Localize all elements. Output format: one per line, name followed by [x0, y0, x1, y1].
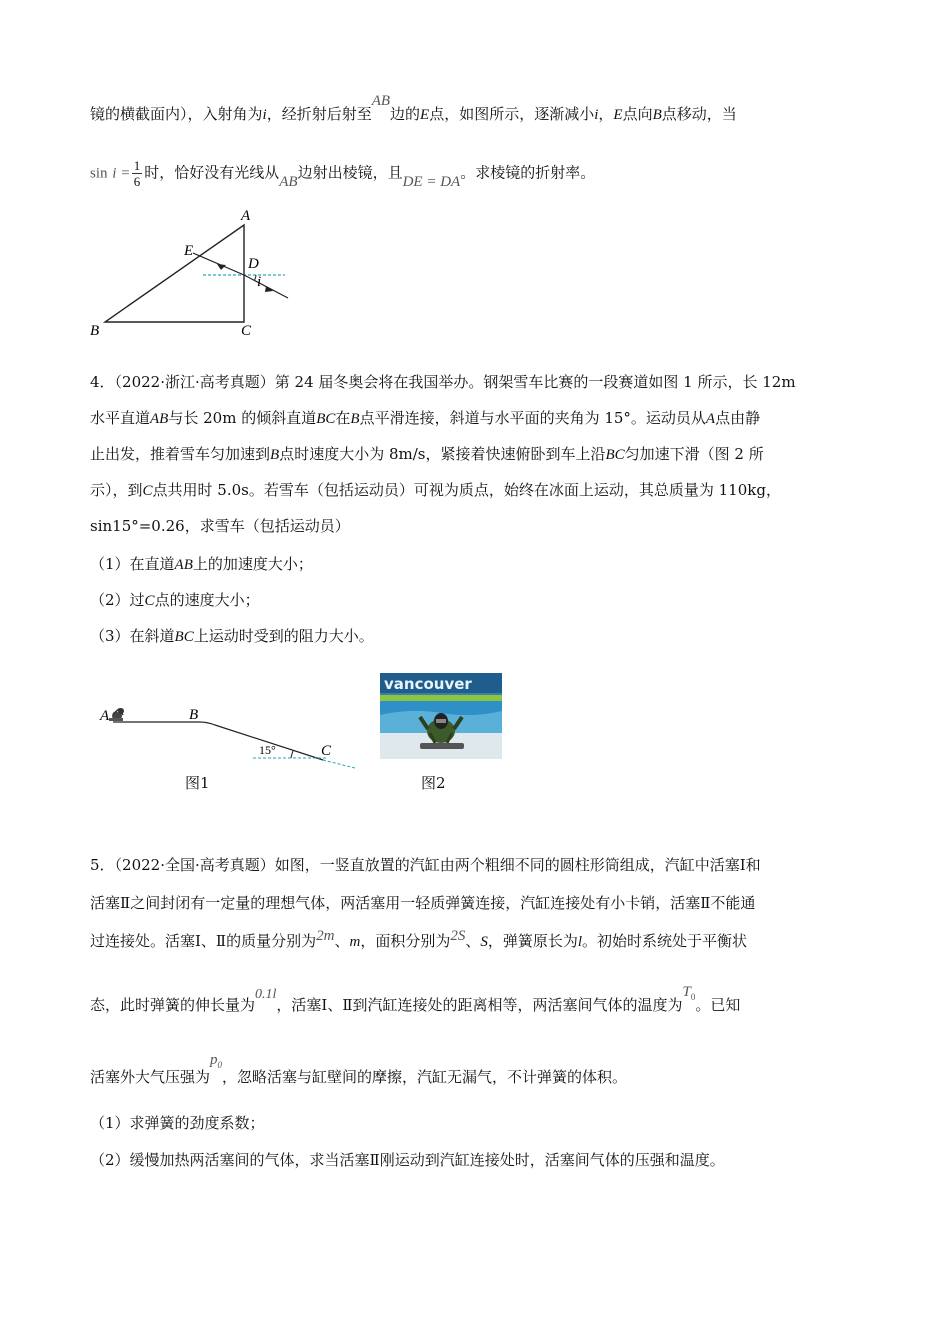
math-eq: = — [121, 165, 130, 182]
text: 边射出棱镜，且 — [297, 163, 403, 182]
math-T: T — [682, 984, 691, 1000]
var-BC: BC — [605, 447, 625, 463]
prism-triangle — [105, 225, 244, 322]
fraction-denominator: 6 — [133, 174, 141, 189]
angle-arc — [254, 275, 256, 281]
q4-sub-3 — [90, 626, 374, 647]
label-B: B — [189, 707, 199, 723]
math-2S: 2S — [450, 928, 466, 944]
text: 匀加速下滑（图 2 所 — [624, 445, 764, 463]
q3-line-1 — [90, 93, 737, 125]
text: ， — [598, 105, 614, 123]
text: 镜的横截面内），入射角为 — [90, 105, 263, 123]
text: ，面积分别为 — [360, 932, 451, 950]
track-figure — [95, 695, 365, 795]
var-B: B — [350, 411, 360, 427]
label-A: A — [241, 208, 251, 224]
math-subscript: 0 — [217, 1060, 223, 1070]
text: ，弹簧原长为 — [487, 932, 578, 950]
var-BC: BC — [316, 411, 336, 427]
text: 在 — [335, 409, 351, 427]
angle-arc — [291, 751, 293, 758]
var-E: E — [420, 107, 430, 123]
var-B: B — [652, 107, 662, 123]
var-S: S — [480, 934, 488, 950]
q5-line-4 — [90, 984, 741, 1021]
text: ，忽略活塞与缸壁间的摩擦，汽缸无漏气，不计弹簧的体积。 — [222, 1068, 628, 1086]
label-C: C — [321, 743, 332, 759]
text: 水平直道 — [90, 409, 151, 427]
label-D: D — [248, 256, 259, 272]
math-p: p — [210, 1052, 218, 1068]
q4-sub-2 — [90, 590, 260, 611]
q5-sub-2: （2）缓慢加热两活塞间的气体，求当活塞Ⅱ刚运动到汽缸连接处时，活塞间气体的压强和温度。 — [90, 1151, 725, 1169]
fig2-caption: 图2 — [421, 774, 446, 792]
q5-line-3 — [90, 928, 748, 952]
text: 。已知 — [695, 996, 741, 1014]
var-m: m — [349, 934, 361, 950]
fig1-caption: 图1 — [185, 774, 210, 792]
math-sin: sin — [90, 165, 108, 182]
math-AB: AB — [371, 93, 391, 109]
var-A: A — [705, 411, 716, 427]
text: 上的加速度大小； — [192, 555, 313, 573]
q4-line-3 — [90, 444, 764, 465]
text: 点由静 — [715, 409, 761, 427]
q4-line-5: sin15°=0.26，求雪车（包括运动员） — [90, 517, 350, 535]
q5-sub-1: （1）求弹簧的劲度系数； — [90, 1114, 265, 1132]
q3-line-2 — [90, 158, 595, 189]
q4-line-2 — [90, 408, 760, 429]
text: 点，如图所示，逐渐减小 — [429, 105, 595, 123]
label-B: B — [90, 323, 100, 339]
var-l: l — [577, 934, 583, 950]
fraction — [132, 158, 143, 189]
text: （1）在直道 — [90, 555, 175, 573]
var-E: E — [613, 107, 623, 123]
q5-line-2: 活塞Ⅱ之间封闭有一定量的理想气体，两活塞用一轻质弹簧连接，汽缸连接处有小卡销，活塞Ⅱ不能通 — [90, 894, 756, 912]
text: 时，恰好没有光线从 — [144, 163, 280, 182]
text: 点共用时 5.0s。若雪车（包括运动员）可视为质点，始终在冰面上运动，其总质量为 110kg， — [152, 481, 781, 499]
math-0.1l: 0.1l — [255, 987, 277, 1002]
var-i: i — [594, 107, 599, 123]
text: 与长 20m 的倾斜直道 — [168, 409, 317, 427]
var-B: B — [270, 447, 280, 463]
text: 态，此时弹簧的伸长量为 — [90, 996, 256, 1014]
math-AB: AB — [279, 173, 298, 190]
text: 点移动，当 — [661, 105, 737, 123]
text: 示），到 — [90, 481, 143, 499]
var-AB: AB — [174, 557, 193, 573]
text: （3）在斜道 — [90, 627, 175, 645]
q4-sub-1 — [90, 554, 313, 575]
text: ，经折射后射至 — [266, 105, 372, 123]
sled-athlete-icon — [109, 708, 124, 721]
text: 过连接处。活塞Ⅰ、Ⅱ的质量分别为 — [90, 932, 317, 950]
text: 、 — [334, 932, 350, 950]
var-C: C — [144, 593, 155, 609]
label-C: C — [241, 323, 252, 339]
label-A: A — [100, 708, 110, 724]
text: 。初始时系统处于平衡状 — [582, 932, 748, 950]
slope-extension — [323, 760, 355, 768]
var-C: C — [142, 483, 153, 499]
math-subscript: 0 — [690, 992, 696, 1002]
math-DE-eq-DA: DE = DA — [402, 173, 461, 190]
label-E: E — [184, 243, 194, 259]
var-i: i — [262, 107, 267, 123]
q4-line-4 — [90, 480, 781, 501]
angle-label: 15° — [259, 743, 276, 757]
text: 点时速度大小为 8m/s，紧接着快速俯卧到车上沿 — [279, 445, 606, 463]
text: 活塞外大气压强为 — [90, 1068, 211, 1086]
text: （2）过 — [90, 591, 145, 609]
math-T0 — [683, 984, 696, 1000]
text: 点的速度大小； — [154, 591, 260, 609]
math-i: i — [112, 165, 117, 182]
math-2m: 2m — [316, 928, 335, 944]
text: 点平滑连接，斜道与水平面的夹角为 15°。运动员从 — [359, 409, 706, 427]
text: 边的 — [390, 105, 421, 123]
q4-line-1: 4．（2022·浙江·高考真题）第 24 届冬奥会将在我国举办。钢架雪车比赛的一段赛道如图 1 所示，长 12m — [90, 373, 796, 391]
photo-illustration — [380, 673, 502, 759]
photo-banner-text: vancouver — [384, 675, 472, 693]
refracted-ray — [193, 253, 244, 275]
text: ，活塞Ⅰ、Ⅱ到汽缸连接处的距离相等，两活塞间气体的温度为 — [276, 996, 683, 1014]
text: 上运动时受到的阻力大小。 — [193, 627, 374, 645]
prism-figure — [85, 205, 300, 340]
text: 、 — [465, 932, 481, 950]
var-AB: AB — [150, 411, 169, 427]
label-i: i — [257, 274, 262, 290]
text: 点向 — [622, 105, 653, 123]
fraction-numerator: 1 — [133, 158, 141, 173]
skeleton-photo — [380, 673, 502, 759]
q5-line-5 — [90, 1052, 628, 1093]
text: 。求棱镜的折射率。 — [460, 163, 596, 182]
q5-line-1: 5．（2022·全国·高考真题）如图，一竖直放置的汽缸由两个粗细不同的圆柱形筒组成，汽缸中活塞Ⅰ和 — [90, 856, 761, 874]
var-BC: BC — [174, 629, 194, 645]
math-p0 — [210, 1052, 222, 1068]
text: 止出发，推着雪车匀加速到 — [90, 445, 271, 463]
